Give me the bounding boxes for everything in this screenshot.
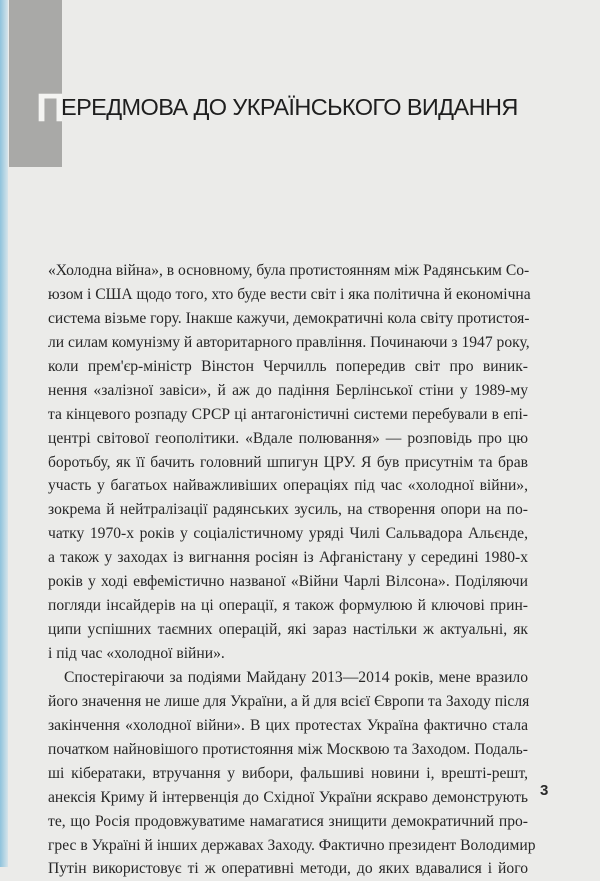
text-line: грес в Україні й інших державах Заходу. Фактично президент Володимир (48, 836, 536, 854)
text-line: чатку 1970-х років у соціалістичному уряді Чилі Сальвадора Альєнде, (48, 525, 528, 543)
text-line: Спостерігаючи за подіями Майдану 2013—2014 років, мене вразило (64, 668, 528, 686)
page-number: 3 (540, 782, 549, 799)
text-line: те, що Росія продовжуватиме намагатися знищити демократичний про- (48, 812, 528, 830)
text-line: коли прем'єр-міністр Вінстон Черчилль попередив світ про виник- (48, 357, 528, 375)
text-line: участь у багатьох найважливіших операціях під час «холодної війни», (48, 477, 528, 495)
text-line: «Холодна війна», в основному, була протистоянням між Радянським Со- (48, 262, 530, 279)
text-line: центрі світової геополітики. «Вдале полювання» — розповідь про цю (48, 429, 528, 447)
text-line: нення «залізної завіси», й аж до падіння Берлінської стіни у 1989-му (48, 381, 528, 399)
text-line: років у ході евфемістично названої «Війни Чарлі Вілсона». Поділяючи (48, 573, 528, 591)
text-line: закінчення «холодної війни». В цих протестах Україна фактично стала (48, 716, 528, 734)
text-line: його значення не лише для України, а й для всієї Європи та Заходу після (48, 692, 530, 710)
text-line: анексія Криму й інтервенція до Східної України яскраво демонструють (48, 788, 528, 806)
text-line: та кінцевого розпаду СРСР ці антагоністичні системи перебували в епі- (48, 405, 528, 423)
text-line: а також у заходах із вигнання росіян із Афганістану у середині 1980-х (48, 549, 528, 567)
text-line: зокрема й нейтралізації радянських зусиль, на створення опори на по- (48, 501, 528, 519)
page-edge (0, 0, 8, 867)
chapter-title: ЕРЕДМОВА ДО УКРАЇНСЬКОГО ВИДАННЯ (61, 94, 518, 120)
text-line: і під час «холодної війни». (48, 645, 225, 662)
text-line: ципи успішних таємних операцій, які зараз настільки ж актуальні, як (48, 621, 528, 639)
text-line: система візьме гору. Інакше кажучи, демократичні кола світу протистоя- (48, 309, 530, 327)
text-line: ли силам комунізму й авторитарного правління. Починаючи з 1947 року, (48, 333, 530, 351)
body-text (48, 259, 536, 881)
text-line: боротьбу, як її бачить головний шпигун ЦРУ. Я був присутнім та брав (48, 453, 528, 471)
text-line: Путін використовує ті ж оперативні методи, до яких вдавалися і його (48, 860, 528, 878)
text-line: початком найновішого протистояння між Москвою та Заходом. Подаль- (48, 740, 528, 758)
chapter-marker-bar (9, 0, 62, 167)
text-line: юзом і США щодо того, хто буде вести світ і яка політична й економічна (48, 285, 531, 303)
text-line: погляди інсайдерів на ці операції, я також формулюю й ключові прин- (48, 597, 528, 615)
heading-dropcap: П (36, 86, 65, 130)
text-line: ші кібератаки, втручання у вибори, фальшиві новини і, врешті-решт, (48, 764, 528, 782)
